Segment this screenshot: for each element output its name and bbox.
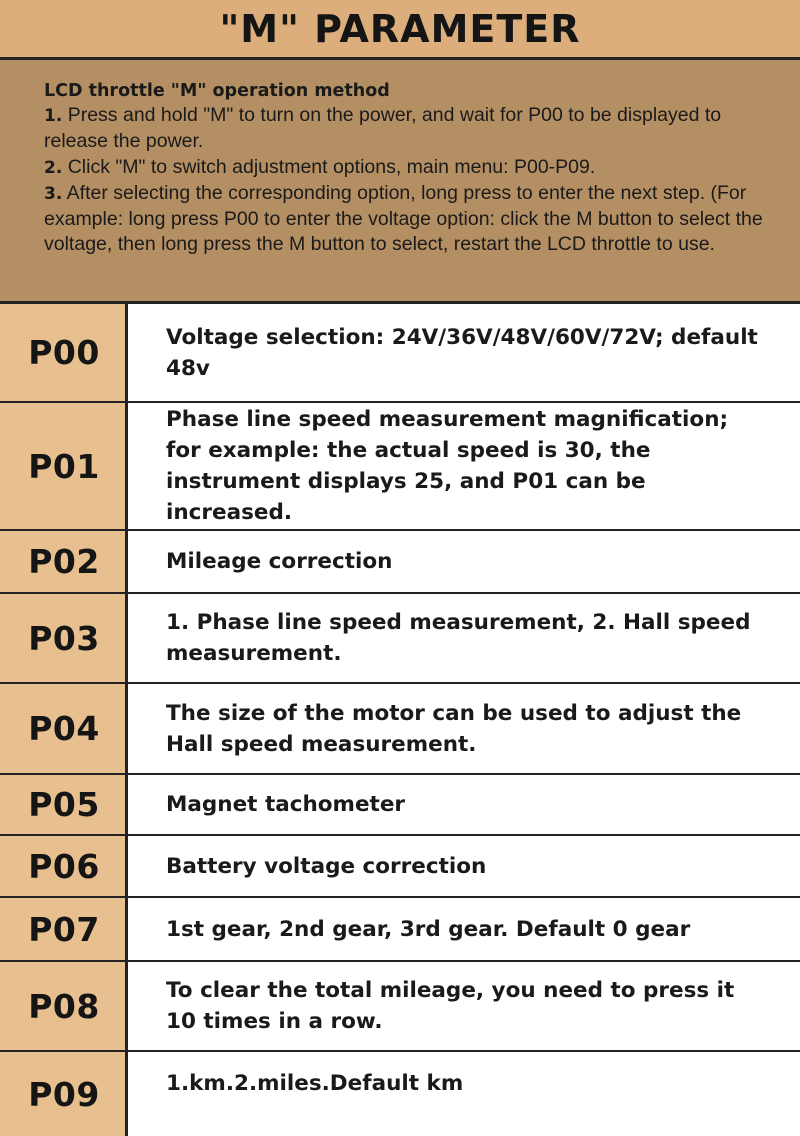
parameter-description: The size of the motor can be used to adjust the Hall speed measurement. (166, 700, 742, 757)
parameter-code: P07 (28, 909, 100, 949)
parameter-description: 1.km.2.miles.Default km (166, 1071, 464, 1096)
parameter-description-cell (128, 403, 800, 529)
parameter-row-p08 (0, 962, 800, 1052)
parameter-description: Mileage correction (166, 549, 393, 574)
parameter-description-cell (128, 531, 800, 592)
parameter-row-p00 (0, 304, 800, 403)
operation-instructions (0, 60, 800, 304)
parameter-code: P02 (28, 542, 100, 581)
step-text: After selecting the corresponding option, long press to enter the next step. (For example: long press P00 to enter the voltage option: click the M button to select the voltage, then long press the M button to select, restart the LCD throttle to use. (44, 181, 763, 256)
parameter-code: P09 (28, 1074, 100, 1114)
parameter-code: P00 (28, 333, 100, 372)
parameter-code-cell (0, 898, 128, 960)
parameter-row-p03 (0, 594, 800, 684)
parameter-code: P05 (28, 785, 100, 824)
parameter-code-cell (0, 403, 128, 529)
parameter-code-cell (0, 594, 128, 682)
parameter-row-p06 (0, 836, 800, 898)
parameter-code: P03 (28, 618, 100, 658)
parameter-code-cell (0, 775, 128, 834)
parameter-description: Magnet tachometer (166, 792, 405, 817)
parameter-code-cell (0, 1052, 128, 1136)
parameter-table (0, 304, 800, 1136)
step-text: Click "M" to switch adjustment options, main menu: P00-P09. (62, 155, 596, 178)
step-text: Press and hold "M" to turn on the power, and wait for P00 to be displayed to release the power. (44, 104, 722, 153)
parameter-code: P08 (28, 986, 100, 1026)
parameter-description-cell (128, 594, 800, 682)
parameter-row-p02 (0, 531, 800, 594)
instructions-heading: LCD throttle "M" operation method (44, 81, 390, 101)
parameter-description: Phase line speed measurement magnification; for example: the actual speed is 30, the instrument displays 25, and P01 can be increased. (166, 407, 729, 525)
title-bar (0, 0, 800, 60)
step-number: 3. (44, 183, 63, 204)
page-title: "M" PARAMETER (219, 6, 581, 51)
parameter-description-cell (128, 1052, 800, 1136)
parameter-description-cell (128, 836, 800, 896)
parameter-description-cell (128, 684, 800, 773)
parameter-description: 1st gear, 2nd gear, 3rd gear. Default 0 gear (166, 916, 691, 942)
step-number: 1. (44, 106, 63, 126)
parameter-description: Battery voltage correction (166, 853, 487, 879)
parameter-description-cell (128, 304, 800, 401)
parameter-code-cell (0, 836, 128, 896)
parameter-code-cell (0, 304, 128, 401)
parameter-description-cell (128, 898, 800, 960)
parameter-row-p07 (0, 898, 800, 962)
step-number: 2. (44, 157, 63, 178)
parameter-code-cell (0, 531, 128, 592)
parameter-row-p09 (0, 1052, 800, 1136)
parameter-description: Voltage selection: 24V/36V/48V/60V/72V; default 48v (166, 324, 758, 381)
parameter-description-cell (128, 962, 800, 1050)
parameter-code: P06 (28, 846, 100, 886)
parameter-description: To clear the total mileage, you need to press it 10 times in a row. (166, 978, 735, 1034)
parameter-row-p04 (0, 684, 800, 775)
instruction-step (44, 181, 770, 258)
instruction-step (44, 103, 770, 155)
parameter-code: P01 (28, 446, 100, 486)
parameter-row-p05 (0, 775, 800, 836)
instruction-step (44, 155, 770, 181)
parameter-code-cell (0, 684, 128, 773)
parameter-description-cell (128, 775, 800, 834)
parameter-description: 1. Phase line speed measurement, 2. Hall speed measurement. (166, 610, 751, 666)
parameter-code: P04 (28, 709, 100, 748)
parameter-code-cell (0, 962, 128, 1050)
parameter-row-p01 (0, 403, 800, 531)
